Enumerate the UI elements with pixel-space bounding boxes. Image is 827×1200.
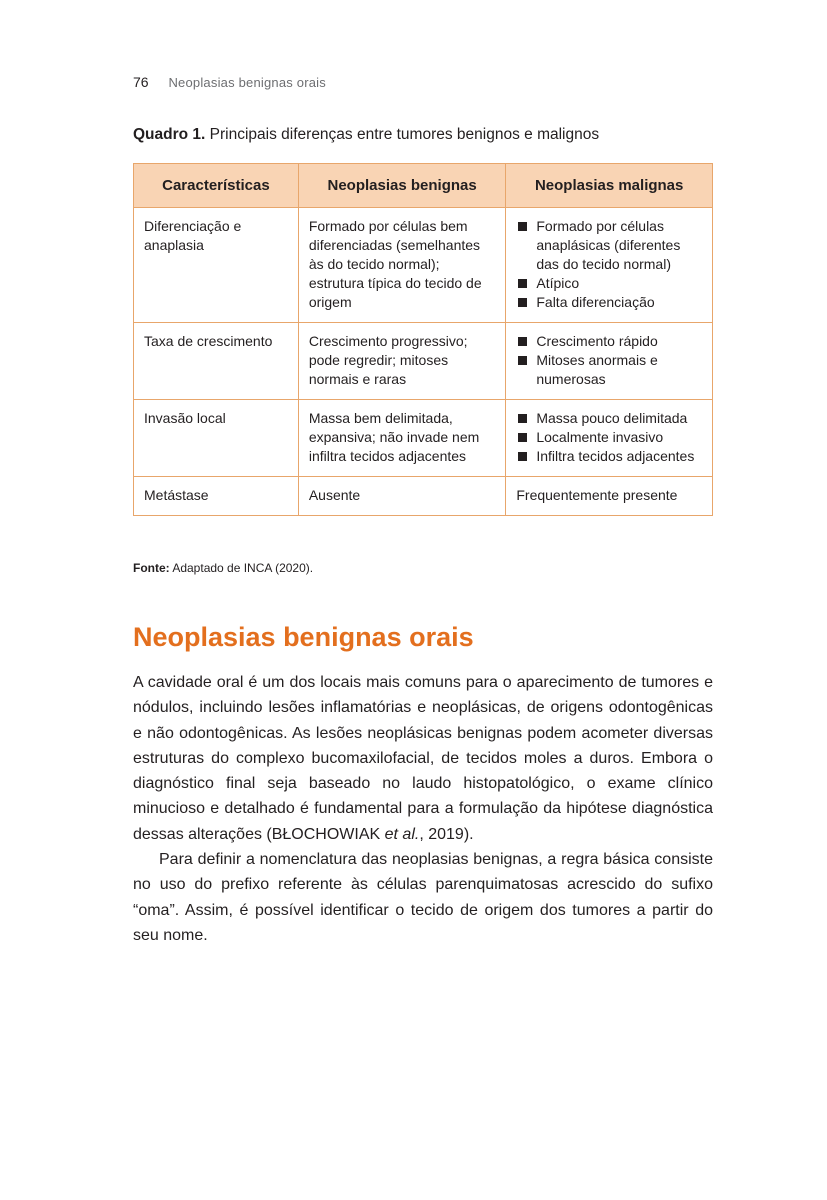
paragraph-1-citation-end: , 2019).: [419, 825, 474, 843]
cell-benign: Ausente: [298, 477, 506, 516]
table-row: [134, 477, 713, 516]
caption-text: Principais diferenças entre tumores benignos e malignos: [205, 126, 600, 143]
cell-malignant: Frequentemente presente: [506, 477, 713, 516]
et-al: et al.: [384, 825, 420, 843]
list-item: Infiltra tecidos adjacentes: [516, 447, 702, 466]
table-caption: [133, 126, 599, 144]
list-item: Crescimento rápido: [516, 332, 702, 351]
cell-characteristic: Diferenciação e anaplasia: [134, 208, 299, 323]
source-label: Fonte:: [133, 561, 170, 575]
page-number: 76: [133, 74, 149, 90]
table-source: [133, 561, 313, 575]
cell-characteristic: Taxa de crescimento: [134, 323, 299, 400]
header-characteristics: Características: [134, 164, 299, 208]
section-body: [133, 670, 713, 948]
table-row: [134, 323, 713, 400]
header-benign: Neoplasias benignas: [298, 164, 506, 208]
source-text: Adaptado de INCA (2020).: [169, 561, 314, 575]
cell-benign: Crescimento progressivo; pode regredir; mitoses normais e raras: [298, 323, 506, 400]
list-item: Atípico: [516, 274, 702, 293]
table-row: [134, 208, 713, 323]
cell-malignant: [506, 400, 713, 477]
list-item: Formado por células anaplásicas (diferentes das do tecido normal): [516, 217, 702, 274]
list-item: Falta diferenciação: [516, 293, 702, 312]
paragraph-1-text: A cavidade oral é um dos locais mais comuns para o aparecimento de tumores e nódulos, incluindo lesões inflamatórias e neoplásicas, de origens odontogênicas e não odontogênicas. As lesões neoplásicas benignas podem acometer diversas estruturas do complexo bucomaxilofacial, de tecidos moles a duros. Embora o diagnóstico final seja baseado no laudo histopatológico, o exame clínico minucioso e detalhado é fundamental para a formulação da hipótese diagnóstica dessas alterações (BŁOCHOWIAK: [133, 674, 713, 843]
malignant-list: [516, 409, 702, 466]
malignant-list: [516, 332, 702, 389]
table-header-row: [134, 164, 713, 208]
section-heading: Neoplasias benignas orais: [133, 622, 474, 652]
list-item: Localmente invasivo: [516, 428, 702, 447]
running-title: Neoplasias benignas orais: [168, 75, 326, 90]
comparison-table: [133, 163, 713, 516]
running-head: [133, 74, 326, 90]
header-malignant: Neoplasias malignas: [506, 164, 713, 208]
cell-benign: Formado por células bem diferenciadas (semelhantes às do tecido normal); estrutura típica do tecido de origem: [298, 208, 506, 323]
cell-malignant: [506, 208, 713, 323]
paragraph-2: Para definir a nomenclatura das neoplasias benignas, a regra básica consiste no uso do prefixo referente às células parenquimatosas acrescido do sufixo “oma”. Assim, é possível identificar o tecido de origem dos tumores a partir do seu nome.: [133, 851, 713, 944]
cell-benign: Massa bem delimitada, expansiva; não invade nem infiltra tecidos adjacentes: [298, 400, 506, 477]
cell-characteristic: Metástase: [134, 477, 299, 516]
table-row: [134, 400, 713, 477]
malignant-list: [516, 217, 702, 312]
list-item: Massa pouco delimitada: [516, 409, 702, 428]
caption-label: Quadro 1.: [133, 126, 206, 143]
cell-characteristic: Invasão local: [134, 400, 299, 477]
list-item: Mitoses anormais e numerosas: [516, 351, 702, 389]
paragraph-1: [133, 670, 713, 847]
cell-malignant: [506, 323, 713, 400]
